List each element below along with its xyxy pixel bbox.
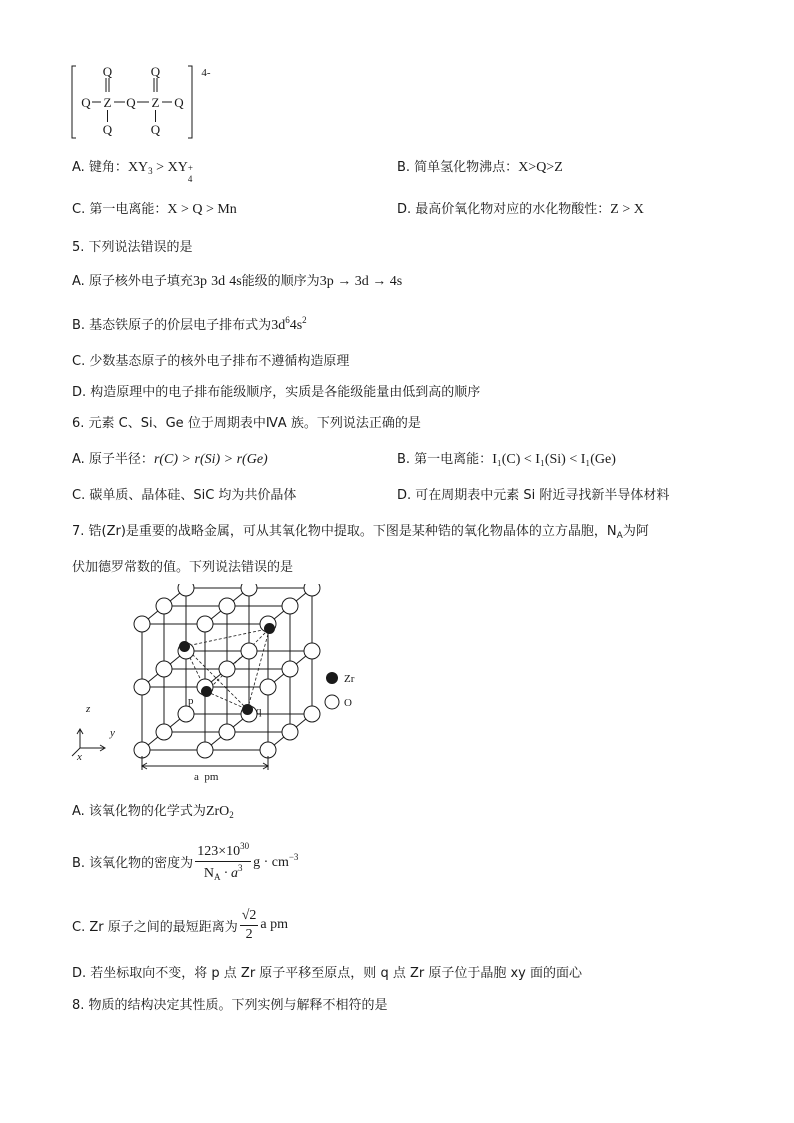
q7-b-prefix: B. 该氧化物的密度为: [72, 855, 194, 871]
q5-a-prefix: A. 原子核外电子填充: [72, 274, 193, 289]
oxygen-atom: [156, 598, 172, 614]
q5-b-4s-sup: 2: [302, 315, 307, 325]
q7-b-num-sup: 30: [240, 840, 250, 851]
atom-q-right: Q: [174, 95, 184, 110]
q5-option-c: C. 少数基态原子的核外电子排布不遵循构造原理: [72, 354, 350, 369]
zirconium-atom: [201, 686, 212, 697]
oxygen-atom: [219, 724, 235, 740]
oxygen-atom: [282, 661, 298, 677]
q6-b-prefix: B. 第一电离能：: [397, 452, 493, 467]
zirconium-atom: [242, 704, 253, 715]
q7-a-formula-sub: 2: [229, 810, 234, 820]
oxygen-atom: [241, 584, 257, 596]
q7-c-num: √2: [240, 908, 259, 926]
q8-stem: 8. 物质的结构决定其性质。下列实例与解释不相符的是: [72, 998, 388, 1013]
q4-option-a-prefix: A. 键角：: [72, 160, 128, 175]
q7-b-den-sub: A: [213, 871, 221, 882]
q6-option-c: C. 碳单质、晶体硅、SiC 均为共价晶体: [72, 488, 297, 503]
q7-stem-line2: 伏加德罗常数的值。下列说法错误的是: [72, 560, 294, 575]
cell-dimension-label: a pm: [194, 771, 219, 783]
oxygen-atom: [260, 742, 276, 758]
q4-option-d: [397, 198, 644, 218]
q7-b-den-n: N: [203, 865, 214, 881]
q7-stem-text: 7. 锆(Zr)是重要的战略金属，可从其氧化物中提取。下图是某种锆的氧化物晶体的立方晶胞，N: [72, 524, 617, 539]
q7-option-b: [72, 838, 298, 884]
q4-option-c: [72, 198, 237, 218]
q6-stem: 6. 元素 C、Si、Ge 位于周期表中ⅣA 族。下列说法正确的是: [72, 416, 421, 431]
q4-option-b-prefix: B. 简单氢化物沸点：: [397, 160, 519, 175]
q7-stem-sub: A: [616, 531, 623, 541]
q5-b-prefix: B. 基态铁原子的价层电子排布式为: [72, 318, 272, 333]
oxygen-atom: [219, 598, 235, 614]
axis-z-label: z: [86, 703, 91, 715]
oxygen-atom: [134, 679, 150, 695]
oxygen-atom: [282, 724, 298, 740]
oxygen-atom: [156, 661, 172, 677]
ion-charge: 4-: [201, 67, 211, 79]
legend-o-label: O: [344, 697, 352, 709]
q5-option-d: D. 构造原理中的电子排布能级顺序，实质是各能级能量由低到高的顺序: [72, 385, 481, 400]
atom-q-bottom-1: Q: [102, 122, 113, 137]
q5-stem: 5. 下列说法错误的是: [72, 240, 193, 255]
q7-stem-line1: [72, 520, 649, 541]
atom-z-1: Z: [103, 95, 112, 110]
q5-b-3d: 3d: [271, 318, 286, 333]
q4-option-c-expr: X > Q > Mn: [167, 202, 237, 217]
q7-b-fraction: [195, 841, 251, 882]
q5-b-4s: 4s: [289, 318, 303, 333]
q4-a-op: >: [156, 160, 165, 175]
q7-b-unit: g · cm: [253, 854, 289, 870]
legend-zr-label: Zr: [344, 673, 355, 685]
point-p-label: p: [188, 695, 194, 707]
q5-a-level-3p: 3p: [192, 274, 207, 289]
oxygen-atom: [134, 616, 150, 632]
oxygen-atom: [304, 706, 320, 722]
zirconium-atom: [264, 623, 275, 634]
q7-option-d: D. 若坐标取向不变，将 p 点 Zr 原子平移至原点，则 q 点 Zr 原子位于晶胞 xy 面的面心: [72, 966, 582, 981]
q7-b-den-a: · a: [223, 865, 238, 881]
q7-a-prefix: A. 该氧化物的化学式为: [72, 804, 206, 819]
atom-q-top-1: Q: [102, 64, 113, 79]
q6-b-expr: I₁(C) < I₁(Si) < I₁(Ge): [492, 452, 616, 467]
atom-q-bridge: Q: [126, 95, 136, 110]
q7-c-prefix: C. Zr 原子之间的最短距离为: [72, 919, 238, 935]
q4-option-a: [72, 156, 196, 184]
q4-option-d-prefix: D. 最高价氧化物对应的水化物酸性：: [397, 202, 611, 217]
oxygen-atom: [178, 584, 194, 596]
structure-diagram: [66, 62, 226, 144]
oxygen-atom: [156, 724, 172, 740]
axis-x-label: x: [77, 751, 82, 763]
q4-option-d-expr: Z > X: [610, 202, 644, 217]
legend-o-marker: [325, 695, 339, 709]
q7-b-unit-sup: −3: [288, 851, 299, 862]
oxygen-atom: [134, 742, 150, 758]
q7-b-den-sup: 3: [237, 862, 243, 873]
q5-a-level-3d: 3d: [211, 274, 226, 289]
zirconium-atom: [179, 641, 190, 652]
q6-option-a: [72, 448, 268, 468]
q6-option-d: D. 可在周期表中元素 Si 附近寻找新半导体材料: [397, 488, 670, 503]
q5-a-sequence: 3p → 3d → 4s: [319, 274, 403, 289]
q7-option-a: [72, 800, 234, 820]
q7-stem-end: 为阿: [622, 524, 649, 539]
atom-q-top-2: Q: [150, 64, 161, 79]
q4-a-lhs-sub: 3: [148, 166, 153, 176]
q4-a-rhs-sub: 4: [187, 174, 193, 184]
q5-option-a: [72, 270, 402, 290]
q7-c-fraction: [240, 908, 259, 943]
q7-b-num: 123×10: [197, 843, 241, 859]
q7-option-c: [72, 902, 288, 948]
point-q-label: q: [256, 705, 262, 717]
q5-a-level-4s: 4s: [229, 274, 242, 289]
oxygen-atom: [304, 584, 320, 596]
oxygen-atom: [304, 643, 320, 659]
q7-c-den: 2: [245, 926, 253, 942]
q4-a-lhs: XY: [127, 160, 149, 175]
oxygen-atom: [197, 742, 213, 758]
q6-a-expr: r(C) > r(Si) > r(Ge): [153, 452, 268, 467]
q5-a-text: 能级的顺序为: [241, 274, 320, 289]
atom-q-bottom-2: Q: [150, 122, 161, 137]
legend-zr-marker: [326, 672, 338, 684]
q6-a-prefix: A. 原子半径：: [72, 452, 154, 467]
atom-q-left: Q: [81, 95, 91, 110]
crystal-cell-figure: [66, 584, 386, 784]
q5-b-3d-sup: 6: [285, 315, 290, 325]
oxygen-atom: [260, 679, 276, 695]
q5-option-b: [72, 314, 307, 334]
q7-c-unit: a pm: [260, 917, 289, 932]
oxygen-atom: [219, 661, 235, 677]
q4-option-b-expr: X>Q>Z: [518, 160, 563, 175]
q4-a-rhs-sup: +: [187, 163, 193, 173]
atom-z-2: Z: [151, 95, 160, 110]
axis-y-label: y: [110, 727, 115, 739]
oxygen-atom: [241, 643, 257, 659]
oxygen-atom: [178, 706, 194, 722]
q6-option-b: [397, 448, 616, 468]
oxygen-atom: [282, 598, 298, 614]
q7-a-formula: ZrO: [205, 804, 230, 819]
q4-a-rhs: XY: [167, 160, 188, 175]
oxygen-atom: [197, 616, 213, 632]
q4-option-b: [397, 156, 563, 176]
q4-option-c-prefix: C. 第一电离能：: [72, 202, 168, 217]
